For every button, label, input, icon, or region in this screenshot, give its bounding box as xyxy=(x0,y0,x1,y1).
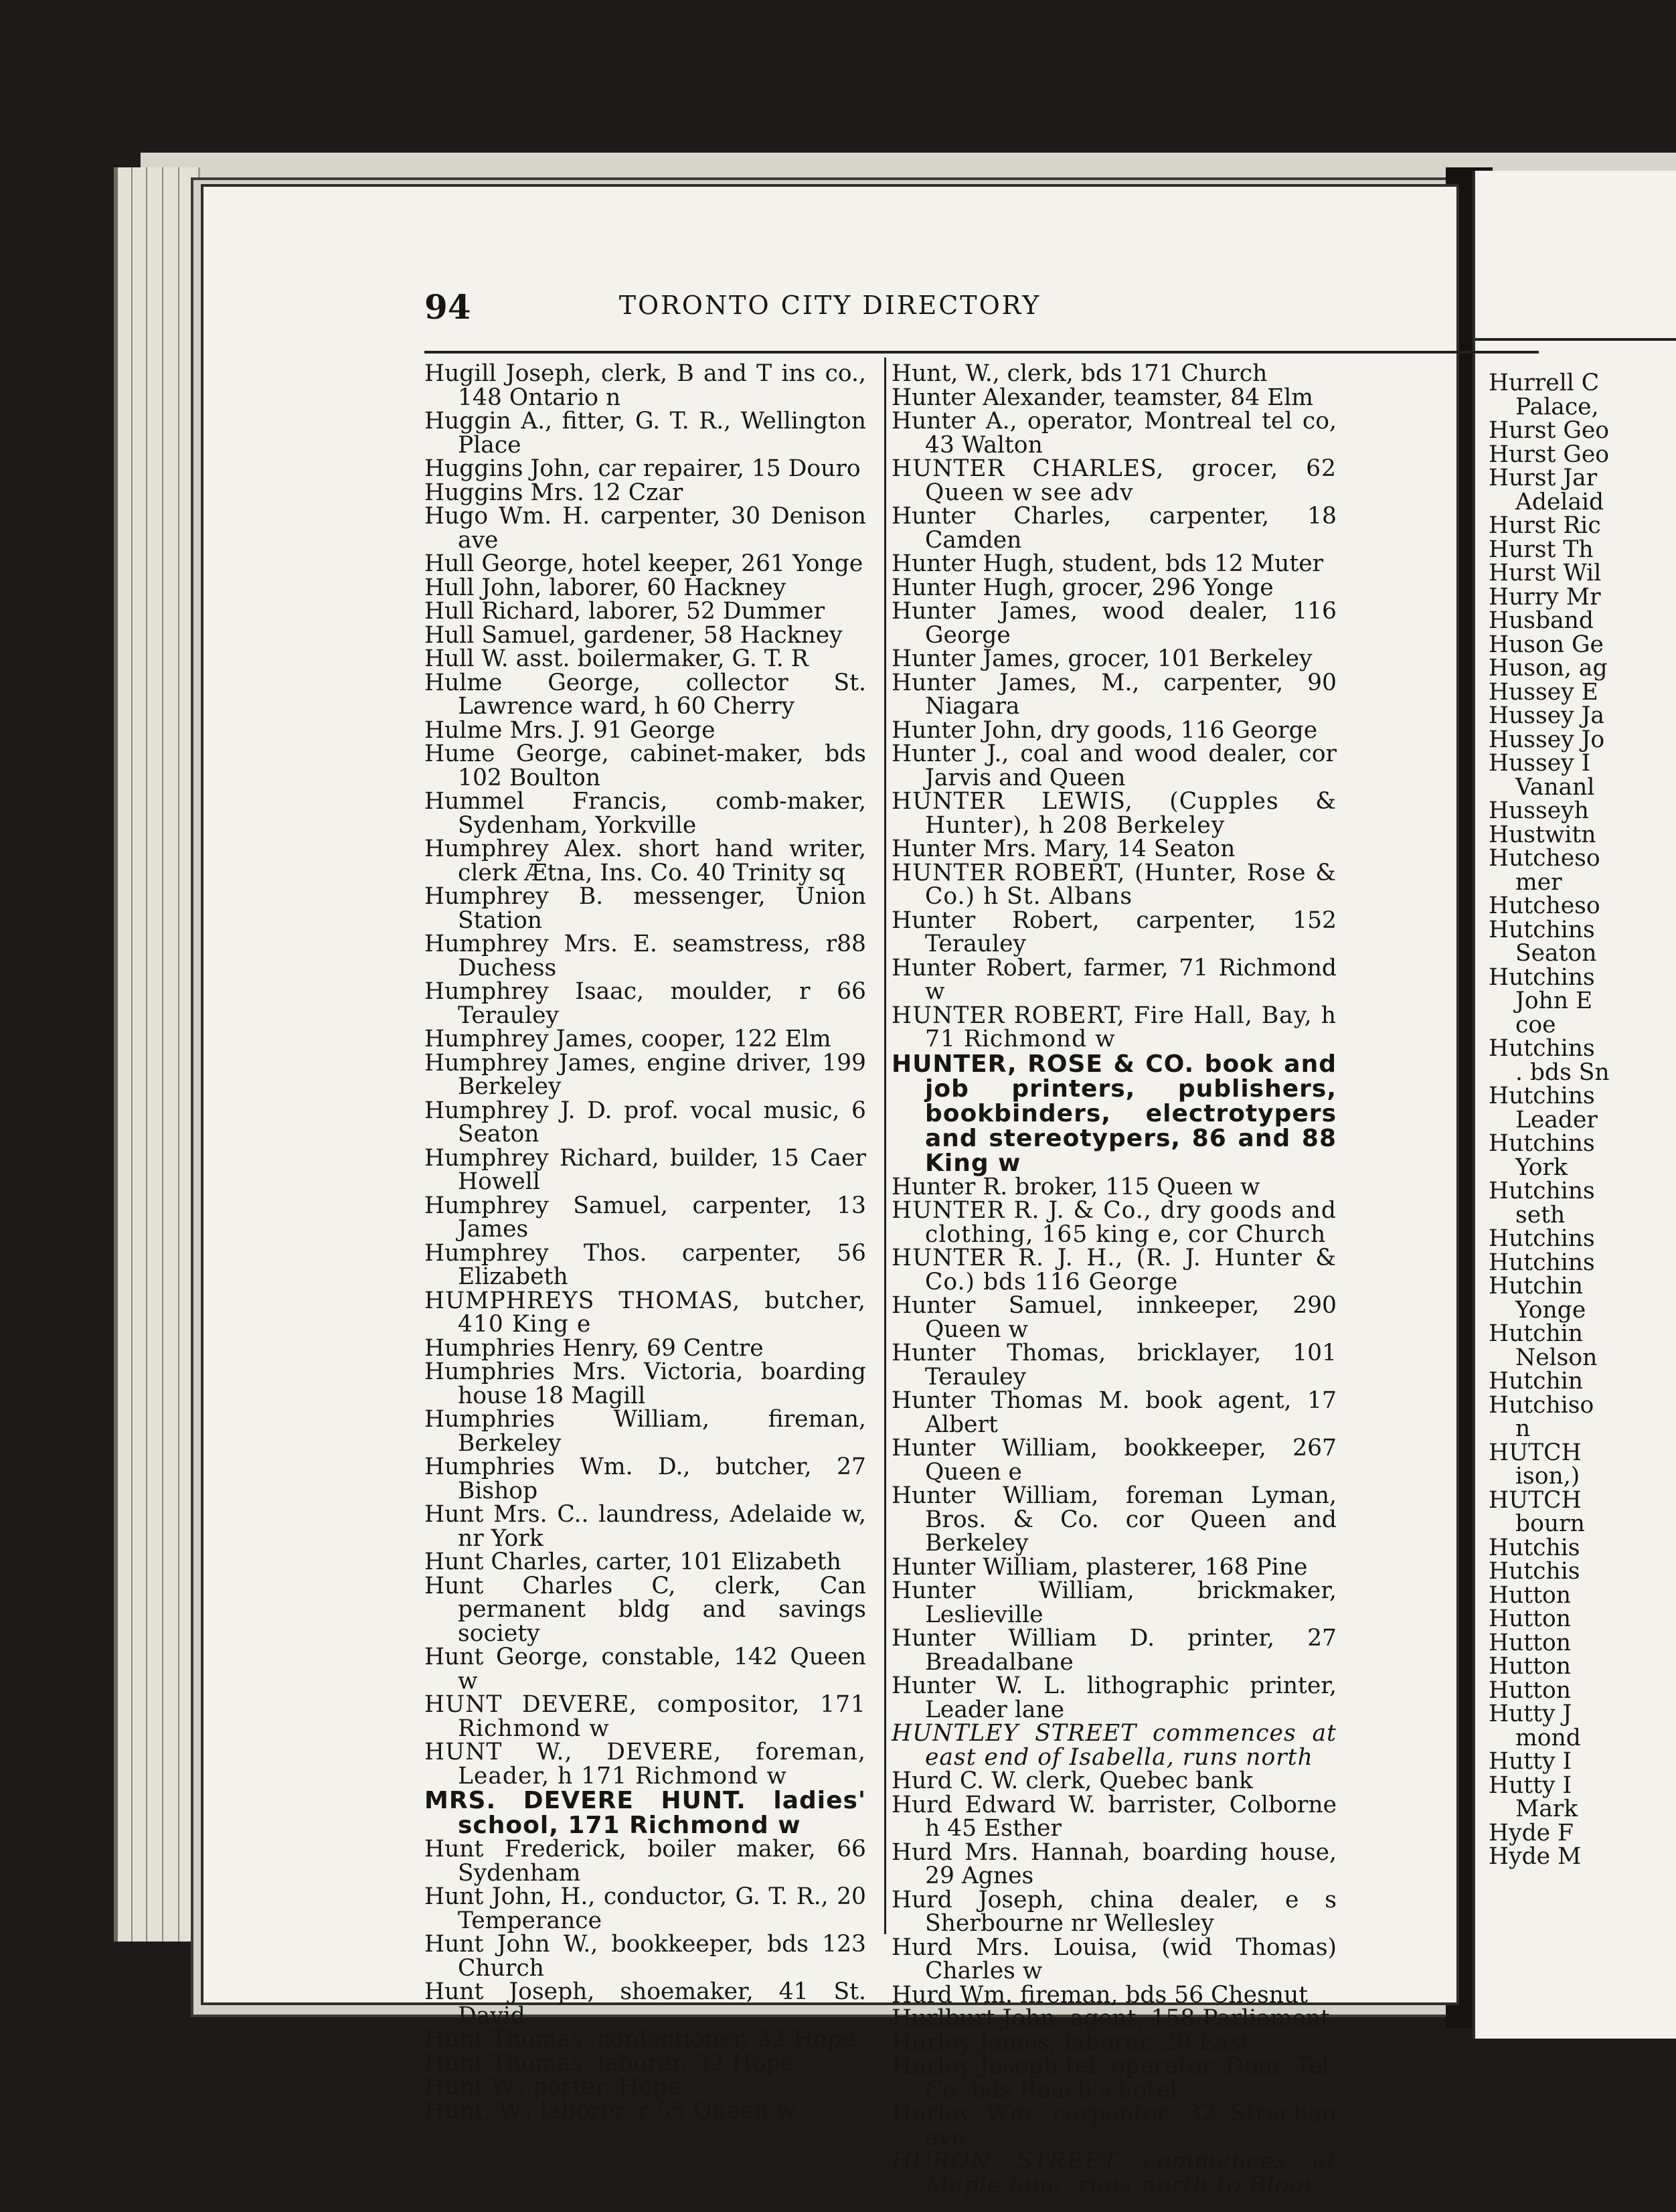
right-page-entry: Hutchins xyxy=(1489,1035,1595,1062)
directory-entry: Hunt George, constable, 142 Queen w xyxy=(424,1644,866,1694)
right-page-entry: Hutchins xyxy=(1489,1130,1595,1157)
right-page-fragment xyxy=(1473,171,1676,2039)
directory-entry: Hunter James, M., carpenter, 90 Niagara xyxy=(892,669,1337,720)
directory-entry: Hunter J., coal and wood dealer, cor Jarvis and Queen xyxy=(892,740,1337,791)
directory-entry: Hunt John W., bookkeeper, bds 123 Church xyxy=(424,1931,866,1982)
directory-entry: HUNTLEY STREET commences at east end of Isabella, runs north xyxy=(892,1720,1337,1771)
directory-page xyxy=(201,184,1459,2199)
right-page-entry: Hurst Wil xyxy=(1489,560,1602,586)
right-page-entry: Hurst Jar xyxy=(1489,465,1598,491)
directory-entry: Hunter James, wood dealer, 116 George xyxy=(892,598,1337,649)
directory-entry: HUNTER R. J. H., (R. J. Hunter & Co.) bds 116 George xyxy=(892,1245,1337,1295)
directory-entry: Hunt Charles, carter, 101 Elizabeth xyxy=(424,1549,841,1575)
directory-entry: Hunt Thomas, laborer, 32 Hope xyxy=(424,2049,794,2077)
directory-entry: Hunter Charles, carpenter, 18 Camden xyxy=(892,503,1337,554)
right-page-entry: Husband xyxy=(1489,607,1594,634)
right-page-entry: Hurst Geo xyxy=(1489,417,1610,444)
directory-entry: Hurley James, laborer, 20 East xyxy=(892,2029,1251,2056)
directory-entry: Hunt Mrs. C.. laundress, Adelaide w, nr York xyxy=(424,1501,866,1552)
right-page-entry: Hutcheso xyxy=(1489,845,1600,872)
directory-entry: Hulme George, collector St. Lawrence ward, h 60 Cherry xyxy=(424,669,866,720)
right-page-entry: Hutty I xyxy=(1489,1771,1572,1799)
right-page-entry: mer xyxy=(1515,868,1562,896)
directory-entry: Huggins John, car repairer, 15 Douro xyxy=(424,455,861,482)
directory-entry: Humphrey James, engine driver, 199 Berkeley xyxy=(424,1049,866,1100)
directory-entry: Hurlburt John, agent, 158 Parliament xyxy=(892,2005,1330,2032)
right-page-entry: Nelson xyxy=(1515,1344,1598,1371)
right-page-entry: Hutchiso xyxy=(1489,1391,1594,1419)
directory-entry: Hugill Joseph, clerk, B and T ins co., 148 Ontario n xyxy=(424,360,866,411)
directory-entry: HUNTER, ROSE & CO. book and job printers, publishers, bookbinders, electrotypers and stereotypers, 86 and 88 King w xyxy=(892,1050,1337,1177)
directory-entry: Hurd Joseph, china dealer, e s Sherbourne nr Wellesley xyxy=(892,1886,1337,1937)
directory-entry: Hunt Thomas, confectioner, 32 Hope xyxy=(424,2026,856,2053)
right-page-entry: Adelaid xyxy=(1515,488,1604,516)
directory-entry: Hunter W. L. lithographic printer, Leader lane xyxy=(892,1672,1337,1723)
right-page-entry: Hyde M xyxy=(1489,1843,1582,1870)
right-page-entry: mond xyxy=(1515,1724,1581,1751)
right-page-entry: Hutchin xyxy=(1489,1273,1583,1299)
directory-entry: Hunter Thomas M. book agent, 17 Albert xyxy=(892,1387,1337,1438)
right-page-entry: Hutchin xyxy=(1489,1320,1583,1347)
directory-entry: HUNT DEVERE, compositor, 171 Richmond w xyxy=(424,1691,866,1742)
right-page-entry: Huson Ge xyxy=(1489,631,1604,658)
right-page-entry: ison,) xyxy=(1515,1463,1580,1490)
book-page-edges xyxy=(114,167,200,1942)
middle-column xyxy=(892,362,1337,2197)
right-page-entry: Hutton xyxy=(1489,1676,1572,1704)
right-page-entry: coe xyxy=(1515,1011,1556,1038)
right-page-entry: Hurst Th xyxy=(1489,536,1594,563)
directory-entry: Humphrey Mrs. E. seamstress, r88 Duchess xyxy=(424,931,866,981)
directory-entry: Hunt Joseph, shoemaker, 41 St. David xyxy=(424,1978,866,2029)
directory-entry: HUNTER LEWIS, (Cupples & Hunter), h 208 Berkeley xyxy=(892,788,1337,839)
directory-entry: Hulme Mrs. J. 91 George xyxy=(424,716,716,744)
right-page-entry: HUTCH xyxy=(1489,1486,1582,1514)
directory-entry: Hunter William, foreman Lyman, Bros. & Co. cor Queen and Berkeley xyxy=(892,1482,1337,1557)
directory-entry: Hunt Charles C, clerk, Can permanent bldg and savings society xyxy=(424,1572,866,1647)
right-page-entry: seth xyxy=(1515,1201,1566,1229)
page-number: 94 xyxy=(424,287,471,327)
directory-entry: Hume George, cabinet-maker, bds 102 Boulton xyxy=(424,740,866,791)
right-page-entry: Hustwitn xyxy=(1489,821,1596,848)
directory-entry: Humphries William, fireman, Berkeley xyxy=(424,1406,866,1457)
directory-entry: Hull W. asst. boilermaker, G. T. R xyxy=(424,645,809,672)
directory-entry: Hull George, hotel keeper, 261 Yonge xyxy=(424,550,863,577)
right-page-entry: Hurst Ric xyxy=(1489,512,1601,539)
directory-entry: Hunter R. broker, 115 Queen w xyxy=(892,1173,1260,1200)
right-page-entry: Hutton xyxy=(1489,1605,1572,1632)
right-page-entry: Hutchins xyxy=(1489,916,1595,943)
directory-entry: Hurd C. W. clerk, Quebec bank xyxy=(892,1767,1253,1794)
directory-entry: Hunter Hugh, student, bds 12 Muter xyxy=(892,550,1324,577)
directory-entry: HUNTER R. J. & Co., dry goods and clothing, 165 king e, cor Church xyxy=(892,1197,1337,1248)
directory-entry: Humphries Wm. D., butcher, 27 Bishop xyxy=(424,1453,866,1504)
directory-entry: Humphrey Thos. carpenter, 56 Elizabeth xyxy=(424,1239,866,1290)
right-page-entry: Hutchis xyxy=(1489,1534,1580,1561)
right-page-entry: Hutton xyxy=(1489,1629,1572,1656)
directory-entry: Hunter Thomas, bricklayer, 101 Terauley xyxy=(892,1340,1337,1391)
directory-entry: HURON STREET commences at Maple lane, runs north to Bloor xyxy=(892,2148,1337,2199)
right-page-entry: Hutton xyxy=(1489,1581,1572,1609)
directory-entry: Hunter William, bookkeeper, 267 Queen e xyxy=(892,1435,1337,1486)
directory-entry: HUNTER ROBERT, Fire Hall, Bay, h 71 Richmond w xyxy=(892,1002,1337,1052)
directory-entry: Hunter Mrs. Mary, 14 Seaton xyxy=(892,836,1236,862)
right-page-entry: bourn xyxy=(1515,1510,1585,1537)
directory-entry: Hunter William D. printer, 27 Breadalbane xyxy=(892,1625,1337,1676)
right-page-entry: Huson, ag xyxy=(1489,655,1608,682)
directory-entry: Humphrey Samuel, carpenter, 13 James xyxy=(424,1192,866,1243)
right-page-entry: Leader xyxy=(1515,1106,1598,1133)
right-page-entry: John E xyxy=(1515,988,1593,1014)
directory-entry: Hunter John, dry goods, 116 George xyxy=(892,716,1318,744)
right-page-entry: n xyxy=(1515,1415,1531,1442)
right-page-entry: Hussey Jo xyxy=(1489,726,1605,753)
right-page-entry: Hurrell C xyxy=(1489,370,1600,396)
right-page-entry: Seaton xyxy=(1515,940,1597,967)
directory-entry: Hull Richard, laborer, 52 Dummer xyxy=(424,598,825,625)
column-separator xyxy=(884,358,886,1934)
directory-entry: Hunter Alexander, teamster, 84 Elm xyxy=(892,384,1313,411)
right-page-entry: Hyde F xyxy=(1489,1819,1574,1846)
right-page-entry: Hutton xyxy=(1489,1653,1572,1680)
right-page-entries xyxy=(1489,372,1610,1869)
directory-entry: Hunter Samuel, innkeeper, 290 Queen w xyxy=(892,1292,1337,1343)
running-title: TORONTO CITY DIRECTORY xyxy=(618,291,1041,320)
directory-entry: Hunter Hugh, grocer, 296 Yonge xyxy=(892,574,1274,601)
right-page-entry: Vananl xyxy=(1515,773,1595,801)
directory-entry: Humphries Henry, 69 Centre xyxy=(424,1334,764,1362)
header-rule xyxy=(424,351,1539,353)
directory-entry: HUMPHREYS THOMAS, butcher, 410 King e xyxy=(424,1287,866,1338)
right-page-entry: Hutchis xyxy=(1489,1558,1580,1585)
left-column xyxy=(424,362,866,2123)
directory-entry: Humphries Mrs. Victoria, boarding house 18 Magill xyxy=(424,1358,866,1409)
directory-entry: Hunter Robert, farmer, 71 Richmond w xyxy=(892,954,1337,1005)
directory-entry: Hurd Wm. fireman, bds 56 Chesnut xyxy=(892,1981,1309,2008)
directory-entry: Hunt Frederick, boiler maker, 66 Sydenham xyxy=(424,1836,866,1887)
right-page-entry: Hutcheso xyxy=(1489,892,1600,919)
directory-entry: Hunter Robert, carpenter, 152 Terauley xyxy=(892,906,1337,957)
directory-entry: HUNTER CHARLES, grocer, 62 Queen w see adv xyxy=(892,455,1337,506)
right-page-entry: Hurst Geo xyxy=(1489,441,1610,468)
right-page-entry: HUTCH xyxy=(1489,1439,1582,1466)
directory-entry: Humphrey Isaac, moulder, r 66 Terauley xyxy=(424,978,866,1029)
right-page-entry: Hurry Mr xyxy=(1489,583,1601,611)
right-page-entry: Hutchins xyxy=(1489,1083,1595,1109)
directory-entry: Hurley Wm. carpenter, 32 Strachan ave xyxy=(892,2100,1337,2151)
right-page-entry: York xyxy=(1515,1154,1568,1181)
right-page-entry: Hutty J xyxy=(1489,1701,1572,1727)
directory-entry: HUNTER ROBERT, (Hunter, Rose & Co.) h St. Albans xyxy=(892,859,1337,910)
directory-entry: Hurley Joseph tel. operator, Dom. Tel. Co. bds Roach's hotel xyxy=(892,2053,1337,2104)
right-page-entry: Hussey Ja xyxy=(1489,702,1604,729)
directory-entry: Hunt W., porter, Hope xyxy=(424,2073,681,2100)
directory-entry: Hummel Francis, comb-maker, Sydenham, Yorkville xyxy=(424,788,866,839)
right-page-entry: Hutchins xyxy=(1489,1178,1595,1204)
directory-entry: Humphrey James, cooper, 122 Elm xyxy=(424,1026,831,1052)
right-page-entry: Hutty I xyxy=(1489,1748,1572,1775)
directory-entry: Humphrey Alex. short hand writer, clerk Ætna, Ins. Co. 40 Trinity sq xyxy=(424,836,866,886)
directory-entry: Hunt, W., clerk, bds 171 Church xyxy=(892,360,1268,387)
directory-entry: Hunt, W., laborer, r 55 Queen w xyxy=(424,2097,797,2124)
directory-entry: Humphrey J. D. prof. vocal music, 6 Seaton xyxy=(424,1097,866,1148)
directory-entry: MRS. DEVERE HUNT. ladies' school, 171 Richmond w xyxy=(424,1787,866,1839)
directory-entry: Hunter William, plasterer, 168 Pine xyxy=(892,1553,1308,1581)
directory-entry: Hurd Edward W. barrister, Colborne h 45 Esther xyxy=(892,1791,1337,1842)
right-page-entry: Hutchins xyxy=(1489,1249,1595,1276)
directory-entry: Hunter William, brickmaker, Leslieville xyxy=(892,1577,1337,1628)
directory-entry: Humphrey Richard, builder, 15 Caer Howell xyxy=(424,1144,866,1195)
directory-entry: Huggins Mrs. 12 Czar xyxy=(424,479,683,506)
right-page-entry: Yonge xyxy=(1515,1296,1586,1324)
directory-entry: Hurd Mrs. Hannah, boarding house, 29 Agnes xyxy=(892,1838,1337,1889)
directory-entry: Huggin A., fitter, G. T. R., Wellington Place xyxy=(424,408,866,459)
right-page-entry: Palace, xyxy=(1515,393,1599,420)
directory-entry: Hull John, laborer, 60 Hackney xyxy=(424,574,786,601)
directory-entry: Hurd Mrs. Louisa, (wid Thomas) Charles w xyxy=(892,1933,1337,1984)
directory-entry: Hunter A., operator, Montreal tel co, 43 Walton xyxy=(892,408,1337,459)
directory-entry: Hunt John, H., conductor, G. T. R., 20 Temperance xyxy=(424,1883,866,1934)
right-page-entry: Mark xyxy=(1515,1796,1578,1822)
directory-entry: Hunter James, grocer, 101 Berkeley xyxy=(892,645,1313,672)
directory-entry: HUNT W., DEVERE, foreman, Leader, h 171 Richmond w xyxy=(424,1739,866,1790)
directory-entry: Humphrey B. messenger, Union Station xyxy=(424,883,866,934)
right-page-entry: Hussey E xyxy=(1489,678,1598,706)
right-page-entry: Hutchins xyxy=(1489,963,1595,991)
right-page-rule xyxy=(1475,338,1676,341)
directory-entry: Hull Samuel, gardener, 58 Hackney xyxy=(424,621,843,649)
right-page-entry: Hussey I xyxy=(1489,750,1591,777)
right-page-entry: Hutchins xyxy=(1489,1225,1595,1252)
right-page-entry: Husseyh xyxy=(1489,797,1589,824)
right-page-entry: . bds Sn xyxy=(1515,1058,1610,1086)
directory-entry: Hugo Wm. H. carpenter, 30 Denison ave xyxy=(424,503,866,554)
right-page-entry: Hutchin xyxy=(1489,1368,1583,1395)
